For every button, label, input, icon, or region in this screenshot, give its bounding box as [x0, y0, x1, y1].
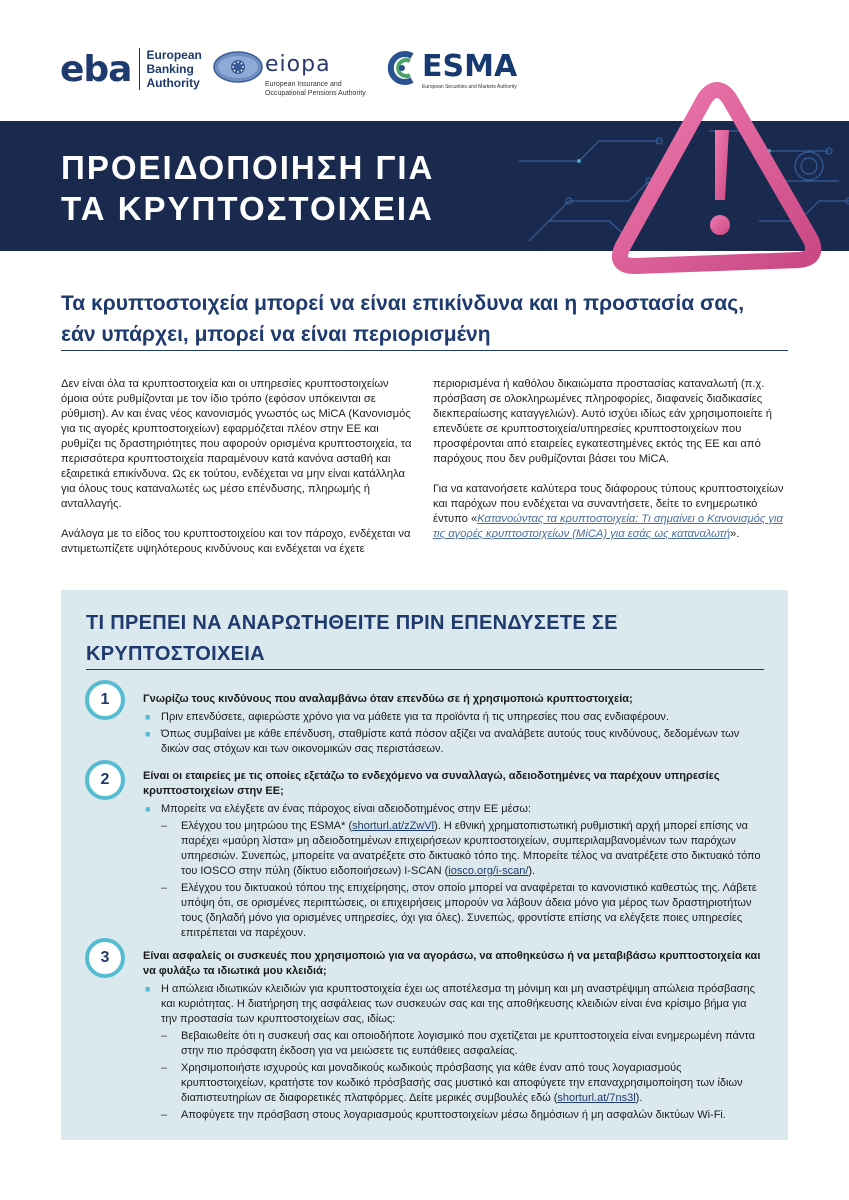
esma-register-link[interactable]: shorturl.at/zZwVl — [352, 820, 435, 832]
step-number-3: 3 — [85, 938, 125, 978]
iosco-iscan-link[interactable]: iosco.org/i-scan/ — [448, 865, 529, 877]
esma-subtitle: European Securities and Markets Authority — [422, 84, 517, 90]
list-item: – Ελέγχου του δικτυακού τόπου της επιχείρησης, στον οποίο μπορεί να αναφέρεται το κανονιστικό καθεστώς της. Λάβετε υπόψη ότι, σε ορισμένες περιπτώσεις, οι επιχειρήσεις μπορούν να λάβουν άδεια μόνο για μέρος των δραστηριοτήτων τους (δηλαδή μόνο για ορισμένες υπηρεσίες, όχι για όλες). Συνεπώς, φροντίστε επίσης να ελέγξετε ποιες υπηρεσίες επιτρέπεται να παρέχουν. — [161, 882, 757, 939]
eiopa-logo — [213, 44, 366, 100]
questions-box — [61, 590, 788, 1140]
intro-paragraph-with-link: Για να κατανοήσετε καλύτερα τους διάφορους τύπους κρυπτοστοιχείων και παρόχων που ενδέχεται να συναντήσετε, δείτε το ενημερωτικό έντυπο «Κατανοώντας τα κρυπτοστοιχεία: Τι σημαίνει ο Κανονισμός για τις αγορές κρυπτοστοιχείων (MiCA) για εσάς ως καταναλωτή». — [433, 483, 784, 540]
list-item: – Αποφύγετε την πρόσβαση στους λογαριασμούς κρυπτοστοιχείων μέσω δημόσιων ή μη ασφαλών δικτύων Wi-Fi. — [161, 1109, 726, 1121]
esma-wordmark: ESMA — [422, 49, 518, 84]
esma-emblem-icon — [386, 50, 418, 86]
eba-logo-mark: eba — [60, 48, 132, 90]
eiopa-subtitle: European Insurance and Occupational Pensions Authority — [265, 81, 366, 97]
step-number-1: 1 — [85, 680, 125, 720]
question-3 — [143, 949, 763, 1125]
intro-column-left — [61, 377, 416, 572]
bullet-square-icon: ■ — [145, 984, 151, 994]
questions-box-title: ΤΙ ΠΡΕΠΕΙ ΝΑ ΑΝΑΡΩΤΗΘΕΙΤΕ ΠΡΙΝ ΕΠΕΝΔΥΣΕΤΕ ΣΕ ΚΡΥΠΤΟΣΤΟΙΧΕΙΑ — [86, 612, 618, 665]
eba-logo-text: European Banking Authority — [139, 48, 201, 90]
list-item: ■ Η απώλεια ιδιωτικών κλειδιών για κρυπτοστοιχεία έχει ως αποτέλεσμα τη μόνιμη και μη αναστρέψιμη απώλεια πρόσβασης και κυριότητας. Η διατήρηση της ασφάλειας των συσκευών σας και της αποθήκευσης κλειδιών είναι ένα κρίσιμο βήμα για την προστασία των κρυπτοστοιχείων σας, ιδίως: — [145, 983, 755, 1025]
dash-icon: – — [161, 1030, 168, 1042]
questions-box-divider — [86, 669, 764, 670]
bullet-square-icon: ■ — [145, 712, 151, 722]
dash-icon: – — [161, 820, 168, 832]
intro-column-right — [433, 377, 788, 557]
esma-logo — [386, 46, 526, 96]
mica-leaflet-link[interactable]: Κατανοώντας τα κρυπτοστοιχεία: Τι σημαίνει ο Κανονισμός για τις αγορές κρυπτοστοιχείων (MiCA) για εσάς ως καταναλωτή — [433, 513, 783, 540]
list-item: ■ Πριν επενδύσετε, αφιερώστε χρόνο για να μάθετε για τα προϊόντα ή τις υπηρεσίες που σας ενδιαφέρουν. — [145, 711, 669, 723]
dash-icon: – — [161, 882, 168, 894]
page-subtitle: Τα κρυπτοστοιχεία μπορεί να είναι επικίνδυνα και η προστασία σας, εάν υπάρχει, μπορεί να είναι περιορισμένη — [61, 292, 745, 346]
intro-paragraph: περιορισμένα ή καθόλου δικαιώματα προστασίας καταναλωτή (π.χ. πρόσβαση σε ολοκληρωμένες πληροφορίες, διαφανείς διαδικασίες διεκπεραίωσης καταγγελιών). Αυτό ισχύει ιδίως εάν χρησιμοποιείτε ή επενδύετε σε κρυπτοστοιχεία/υπηρεσίες κρυπτοστοιχείων που προσφέρονται από εταιρείες εγκατεστημένες εκτός της ΕΕ και από παρόχους που δεν ρυθμίζονται βάσει του MiCA. — [433, 378, 772, 465]
dash-icon: – — [161, 1062, 168, 1074]
question-2-title: Είναι οι εταιρείες με τις οποίες εξετάζω το ενδεχόμενο να συναλλαγώ, αδειοδοτημένες να παρέχουν υπηρεσίες κρυπτοστοιχείων στην ΕΕ; — [143, 770, 720, 797]
banner-title — [61, 147, 434, 229]
list-item: ■ Μπορείτε να ελέγξετε αν ένας πάροχος είναι αδειοδοτημένος στην ΕΕ μέσω: — [145, 803, 531, 815]
subtitle-divider — [61, 350, 788, 351]
intro-paragraph: Δεν είναι όλα τα κρυπτοστοιχεία και οι υπηρεσίες κρυπτοστοιχείων όμοια ούτε ρυθμίζονται με τον ίδιο τρόπο (εφόσον υπόκεινται σε ρύθμιση). Αν και ένας νέος κανονισμός γνωστός ως MiCA (Κανονισμός για τις αγορές κρυπτοστοιχείων) εφαρμόζεται πλέον στην ΕΕ και ρυθμίζει τις δραστηριότητες που αφορούν ορισμένα κρυπτοστοιχεία, τα περισσότερα κρυπτοστοιχεία παραμένουν κατά κανόνα ασταθή και εξαιρετικά επικίνδυνα. Ως εκ τούτου, ενδέχεται να μην είναι κατάλληλα για όλους τους καταναλωτές ως μέσο επένδυσης, πληρωμής ή ανταλλαγής. — [61, 378, 412, 510]
banner-title-line-1: ΠΡΟΕΙΔΟΠΟΙΗΣΗ ΓΙΑ — [61, 149, 435, 186]
intro-paragraph: Ανάλογα με το είδος του κρυπτοστοιχείου και τον πάροχο, ενδέχεται να αντιμετωπίζετε υψηλότερους κινδύνους και ενδέχεται να έχετε — [61, 528, 411, 555]
eiopa-wordmark: eiopa — [265, 52, 331, 77]
dash-icon: – — [161, 1109, 168, 1121]
list-item: – Χρησιμοποιήστε ισχυρούς και μοναδικούς κωδικούς πρόσβασης για κάθε έναν από τους λογαριασμούς κρυπτοστοιχείων, κρατήστε τον κωδικό πρόσβασής σας μυστικό και αποφύγετε την επαναχρησιμοποίηση των ίδιων διαπιστευτηρίων σε διαφορετικές πλατφόρμες. Δείτε μερικές συμβουλές εδώ (shorturl.at/7ns3l). — [161, 1062, 743, 1104]
eba-logo — [60, 48, 202, 90]
logo-row — [60, 40, 540, 100]
list-item: – Ελέγχου του μητρώου της ESMA* (shorturl.at/zZwVl). Η εθνική χρηματοπιστωτική ρυθμιστική αρχή μπορεί επίσης να παρέχει «μαύρη λίστα» μη αδειοδοτημένων επιχειρήσεων κρυπτοστοιχείων, συμπεριλαμβανομένων των παρόχων υπηρεσιών. Συνεπώς, μπορείτε να ανατρέξετε στο δικτυακό τόπο της. Μπορείτε τέλος να ανατρέξετε στο δικτυακό τόπο του IOSCO στην πύλη (δίκτυο ειδοποιήσεων) I-SCAN (iosco.org/i-scan/). — [161, 820, 761, 877]
question-3-title: Είναι ασφαλείς οι συσκευές που χρησιμοποιώ για να αγοράσω, να αποθηκεύσω ή να μεταβιβάσω κρυπτοστοιχεία και να φυλάξω τα ιδιωτικά μου κλειδιά; — [143, 950, 761, 977]
bullet-square-icon: ■ — [145, 729, 151, 739]
eiopa-globe-icon — [213, 50, 263, 84]
question-2 — [143, 769, 763, 943]
question-1-title: Γνωρίζω τους κινδύνους που αναλαμβάνω όταν επενδύω σε ή χρησιμοποιώ κρυπτοστοιχεία; — [143, 693, 633, 705]
banner-title-line-2: ΤΑ ΚΡΥΠΤΟΣΤΟΙΧΕΙΑ — [61, 190, 434, 227]
list-item: ■ Όπως συμβαίνει με κάθε επένδυση, σταθμίστε κατά πόσον αξίζει να αναλάβετε αυτούς τους κινδύνους, δεδομένων των δικών σας στόχων και των οικονομικών σας περιστάσεων. — [145, 728, 740, 755]
bullet-square-icon: ■ — [145, 804, 151, 814]
list-item: – Βεβαιωθείτε ότι η συσκευή σας και οποιοδήποτε λογισμικό που σχετίζεται με κρυπτοστοιχεία είναι ενημερωμένη πάντα στην πιο πρόσφατη έκδοση για να μειώσετε τις ευπάθειες ασφαλείας. — [161, 1030, 755, 1057]
question-1 — [143, 692, 763, 759]
step-number-2: 2 — [85, 760, 125, 800]
warning-triangle-icon — [605, 80, 825, 275]
security-tips-link[interactable]: shorturl.at/7ns3l — [557, 1092, 636, 1104]
